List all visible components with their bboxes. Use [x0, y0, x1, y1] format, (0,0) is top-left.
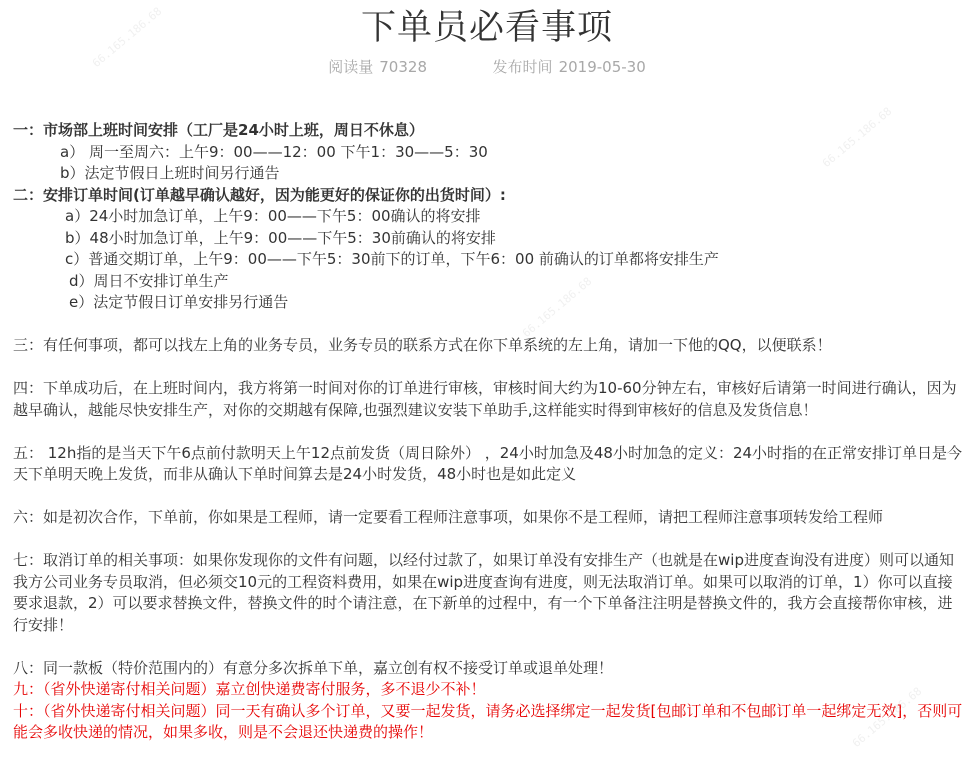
section-5-paragraph: 五： 12h指的是当天下午6点前付款明天上午12点前发货（周日除外） ，24小时加急及48小时加急的定义：24小时指的在正常安排订单日是今天下单明天晚上发货，而非从确认下单时间算去是24小时发货，48小时也是如此定义: [13, 443, 963, 483]
section-2-item-d: d）周日不安排订单生产: [69, 271, 229, 290]
publish-date-info: [493, 57, 646, 77]
section-1-heading: 一：市场部上班时间安排（工厂是24小时上班，周日不休息）: [13, 121, 424, 139]
section-9-warning: 九：（省外快递寄付相关问题）嘉立创快递费寄付服务，多不退少不补！: [13, 680, 486, 698]
section-2-item-e: e）法定节假日订单安排另行通告: [69, 293, 289, 311]
section-8-paragraph: 八：同一款板（特价范围内的）有意分多次拆单下单，嘉立创有权不接受订单或退单处理！: [13, 658, 614, 677]
section-10-warning: 十：（省外快递寄付相关问题）同一天有确认多个订单，又要一起发货，请务必选择绑定一起发货[包邮订单和不包邮订单一起绑定无效]，否则可能会多收快递的情况，如果多收，则是不会退还快递费的操作！: [13, 701, 963, 741]
section-3-paragraph: 三：有任何事项，都可以找左上角的业务专员，业务专员的联系方式在你下单系统的左上角，请加一下他的QQ，以便联系！: [13, 336, 832, 354]
section-2-item-c: c）普通交期订单，上午9：00——下午5：30前下的订单，下午6：00 前确认的订单都将安排生产: [65, 250, 719, 268]
watermark-mark: 66.165.186.68: [90, 4, 165, 70]
read-count-label: 阅读量: [328, 58, 374, 76]
spacer: [13, 314, 963, 336]
section-1-item-a: a） 周一至周六：上午9：00——12：00 下午1：30——5：30: [60, 142, 488, 161]
section-2-item-b: b）48小时加急订单，上午9：00——下午5：30前确认的将安排: [65, 228, 496, 247]
publish-date-label: 发布时间: [492, 58, 553, 76]
section-7-paragraph: 七：取消订单的相关事项：如果你发现你的文件有问题，以经付过款了，如果订单没有安排生产（也就是在wip进度查询没有进度）则可以通知我方公司业务专员取消，但必须交10元的工程资料费用，如果在wip进度查询有进度，则无法取消订单。如果可以取消的订单，1）你可以直接要求退款，2）可以要求替换文件，替换文件的时个请注意，在下新单的过程中，有一个下单备注注明是替换文件的，我方会直接帮你审核，进行安排！: [13, 551, 954, 634]
section-4-paragraph: 四：下单成功后，在上班时间内，我方将第一时间对你的订单进行审核，审核时间大约为10-60分钟左右，审核好后请第一时间进行确认，因为越早确认，越能尽快安排生产，对你的交期越有保障,也强烈建议安装下单助手,这样能实时得到审核好的信息及发货信息！: [13, 379, 957, 419]
spacer: [13, 421, 963, 443]
spacer: [13, 486, 963, 508]
article-body: [13, 120, 963, 744]
section-2-item-a: a）24小时加急订单，上午9：00——下午5：00确认的将安排: [65, 207, 481, 225]
read-count-value: 70328: [379, 58, 427, 76]
watermark-mark: 66.165.186.68: [850, 684, 925, 750]
spacer: [13, 636, 963, 658]
article-title: 下单员必看事项: [360, 8, 613, 48]
section-1-item-b: b）法定节假日上班时间另行通告: [60, 164, 280, 182]
watermark-mark: 66.165.186.68: [820, 104, 895, 170]
article-meta: [0, 57, 974, 77]
section-2-heading: 二：安排订单时间(订单越早确认越好，因为能更好的保证你的出货时间）:: [13, 185, 506, 204]
spacer: [13, 529, 963, 551]
read-count-info: [328, 57, 427, 77]
watermark-mark: 66.165.186.68: [520, 274, 595, 340]
publish-date-value: 2019-05-30: [558, 58, 646, 76]
spacer: [13, 357, 963, 379]
section-6-paragraph: 六：如是初次合作，下单前，你如果是工程师，请一定要看工程师注意事项，如果你不是工程师，请把工程师注意事项转发给工程师: [13, 508, 884, 526]
